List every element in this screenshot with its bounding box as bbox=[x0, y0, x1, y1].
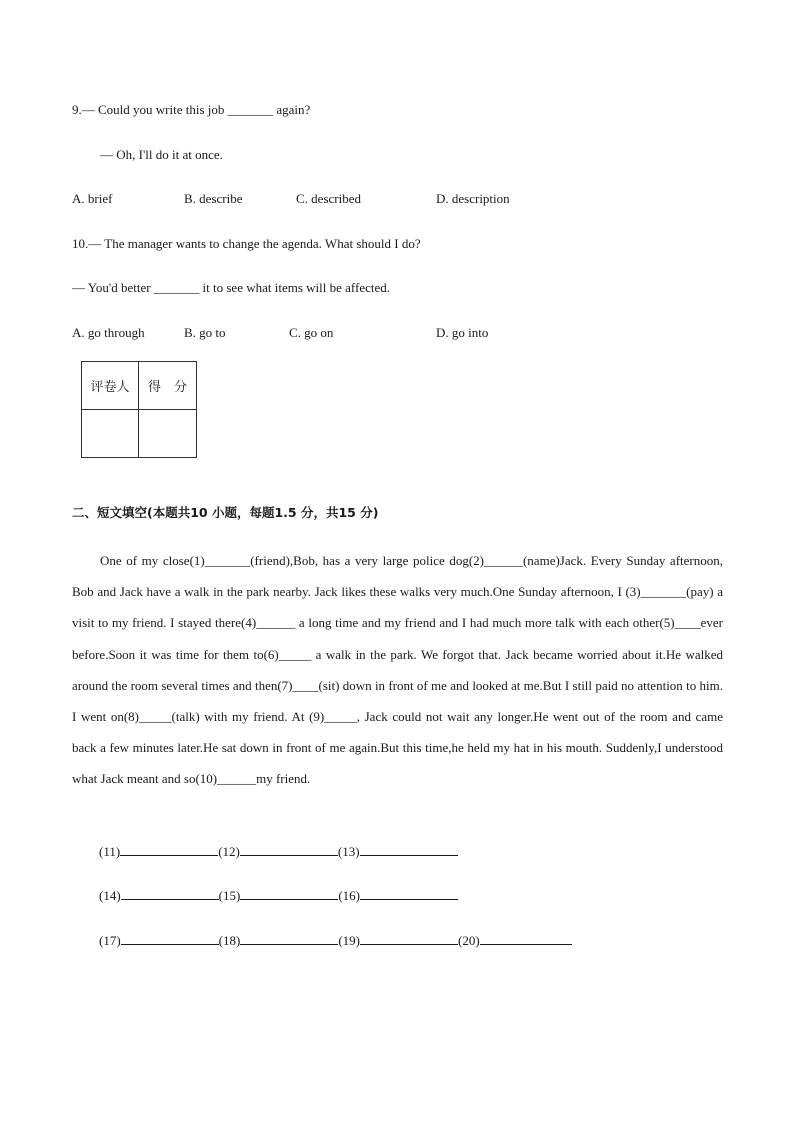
q9-reply: — Oh, I'll do it at once. bbox=[100, 147, 223, 162]
q10-stem: 10.— The manager wants to change the agenda. What should I do? bbox=[72, 236, 421, 251]
grader-cell[interactable] bbox=[82, 410, 139, 458]
score-header: 得 分 bbox=[139, 362, 197, 410]
answer-blank-19[interactable] bbox=[360, 932, 458, 945]
answer-row-1 bbox=[99, 843, 458, 860]
answer-blank-12[interactable] bbox=[240, 843, 338, 856]
passage bbox=[72, 545, 723, 795]
q9-option-c: C. described bbox=[296, 191, 361, 206]
section-2-title: 二、短文填空(本题共10 小题，每题1.5 分，共15 分) bbox=[72, 505, 379, 520]
answer-label-14: (14) bbox=[99, 888, 121, 903]
grader-header: 评卷人 bbox=[82, 362, 139, 410]
answer-blank-20[interactable] bbox=[480, 932, 572, 945]
q10-reply: — You'd better _______ it to see what items will be affected. bbox=[72, 280, 391, 295]
answer-label-12: (12) bbox=[218, 844, 240, 859]
answer-label-19: (19) bbox=[338, 933, 361, 948]
answer-blank-17[interactable] bbox=[121, 932, 219, 945]
q9-option-b: B. describe bbox=[184, 191, 243, 206]
q10-option-a: A. go through bbox=[72, 325, 145, 340]
answer-blank-15[interactable] bbox=[240, 887, 338, 900]
score-cell[interactable] bbox=[139, 410, 197, 458]
answer-label-11: (11) bbox=[99, 844, 121, 859]
answer-blank-14[interactable] bbox=[121, 887, 219, 900]
score-table bbox=[81, 361, 197, 458]
q9-option-a: A. brief bbox=[72, 191, 113, 206]
answer-row-3 bbox=[99, 932, 572, 949]
answer-label-18: (18) bbox=[218, 933, 241, 948]
answer-blank-16[interactable] bbox=[360, 887, 458, 900]
answer-label-13: (13) bbox=[337, 844, 360, 859]
answer-label-16: (16) bbox=[338, 888, 361, 903]
answer-blank-11[interactable] bbox=[120, 843, 218, 856]
q10-option-d: D. go into bbox=[436, 325, 489, 340]
answer-label-20: (20) bbox=[458, 933, 480, 948]
answer-label-17: (17) bbox=[99, 933, 121, 948]
q9-stem: 9.— Could you write this job _______ again? bbox=[72, 102, 311, 117]
q10-option-c: C. go on bbox=[289, 325, 334, 340]
q9-option-d: D. description bbox=[436, 191, 510, 206]
passage-text: One of my close(1)_______(friend),Bob, has a very large police dog(2)______(name)Jack. Every Sunday afternoon, Bob and Jack have a walk in the park nearby. Jack likes these walks very much.One Sunday afternoon, I (3)_______(pay) a visit to my friend. I stayed there(4)______ a long time and my friend and I had much more talk with each other(5)____ever before.Soon it was time for them to(6)_____ a walk in the park. We forgot that. Jack became worried about it.He walked around the room several times and then(7)____(sit) down in front of me and looked at me.But I still paid no attention to him. I went on(8)_____(talk) with my friend. At (9)_____, Jack could not wait any longer.He went out of the room and came back a few minutes later.He sat down in front of me again.But this time,he held my hat in his mouth. Suddenly,I understood what Jack meant and so(10)______my friend. bbox=[72, 553, 723, 787]
answer-row-2 bbox=[99, 887, 458, 904]
answer-blank-13[interactable] bbox=[360, 843, 458, 856]
q10-option-b: B. go to bbox=[184, 325, 226, 340]
answer-label-15: (15) bbox=[218, 888, 241, 903]
answer-blank-18[interactable] bbox=[240, 932, 338, 945]
